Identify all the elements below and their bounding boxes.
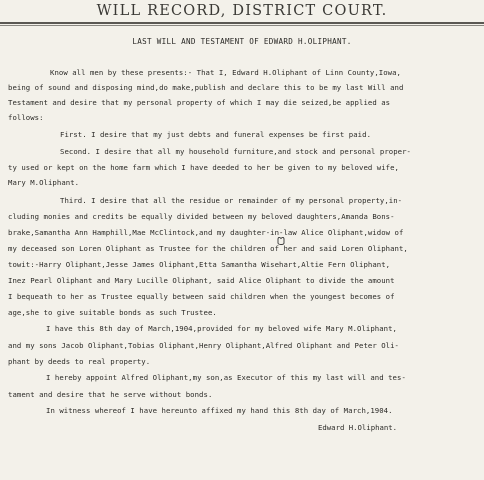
document-title: LAST WILL AND TESTAMENT OF EDWARD H.OLIPHANT. — [132, 37, 352, 46]
text-line: Third. I desire that all the residue or remainder of my personal property,in- — [60, 196, 403, 205]
text-line: Mary M.Oliphant. — [8, 178, 80, 187]
text-line: tament and desire that he serve without bonds. — [8, 390, 213, 399]
text-line: being of sound and disposing mind,do make,publish and declare this to be my last Will and — [8, 83, 404, 92]
text-line: my deceased son Loren Oliphant as Trustee for the children of her and said Loren Oliphant, — [8, 244, 408, 253]
text-line: I have this 8th day of March,1904,provided for my beloved wife Mary M.Oliphant, — [46, 324, 398, 333]
signature: Edward H.Oliphant. — [318, 423, 398, 432]
text-line: I hereby appoint Alfred Oliphant,my son,as Executor of this my last will and tes- — [46, 373, 406, 382]
header-rule — [0, 22, 484, 24]
text-line: phant by deeds to real property. — [8, 357, 151, 366]
page-header: WILL RECORD, DISTRICT COURT. — [96, 3, 388, 19]
text-line: In witness whereof I have hereunto affixed my hand this 8th day of March,1904. — [46, 406, 393, 415]
text-line: brake,Samantha Ann Hamphill,Mae McClintock,and my daughter-in-law Alice Oliphant,widow of — [8, 228, 404, 237]
text-line: cluding monies and credits be equally divided between my beloved daughters,Amanda Bons- — [8, 212, 395, 221]
text-line: Inez Pearl Oliphant and Mary Lucille Oliphant, said Alice Oliphant to divide the amount — [8, 276, 395, 285]
text-line: ty used or kept on the home farm which I have deeded to her be given to my beloved wife, — [8, 163, 399, 172]
text-line: and my sons Jacob Oliphant,Tobias Oliphant,Henry Oliphant,Alfred Oliphant and Peter Oli- — [8, 341, 399, 350]
text-line: towit:-Harry Oliphant,Jesse James Oliphant,Etta Samantha Wisehart,Altie Fern Oliphant, — [8, 260, 391, 269]
header-rule-thin — [0, 25, 484, 26]
text-line: Second. I desire that all my household furniture,and stock and personal proper- — [60, 147, 412, 156]
text-line: Know all men by these presents:- That I, Edward H.Oliphant of Linn County,Iowa, — [50, 68, 402, 77]
text-line: First. I desire that my just debts and funeral expenses be first paid. — [60, 130, 372, 139]
text-line: I bequeath to her as Trustee equally between said children when the youngest becomes of — [8, 292, 395, 301]
text-line: Testament and desire that my personal property of which I may die seized,be applied as — [8, 98, 391, 107]
text-line: follows: — [8, 113, 44, 122]
cursor-icon — [276, 236, 286, 246]
text-line: age,she to give suitable bonds as such Trustee. — [8, 308, 217, 317]
